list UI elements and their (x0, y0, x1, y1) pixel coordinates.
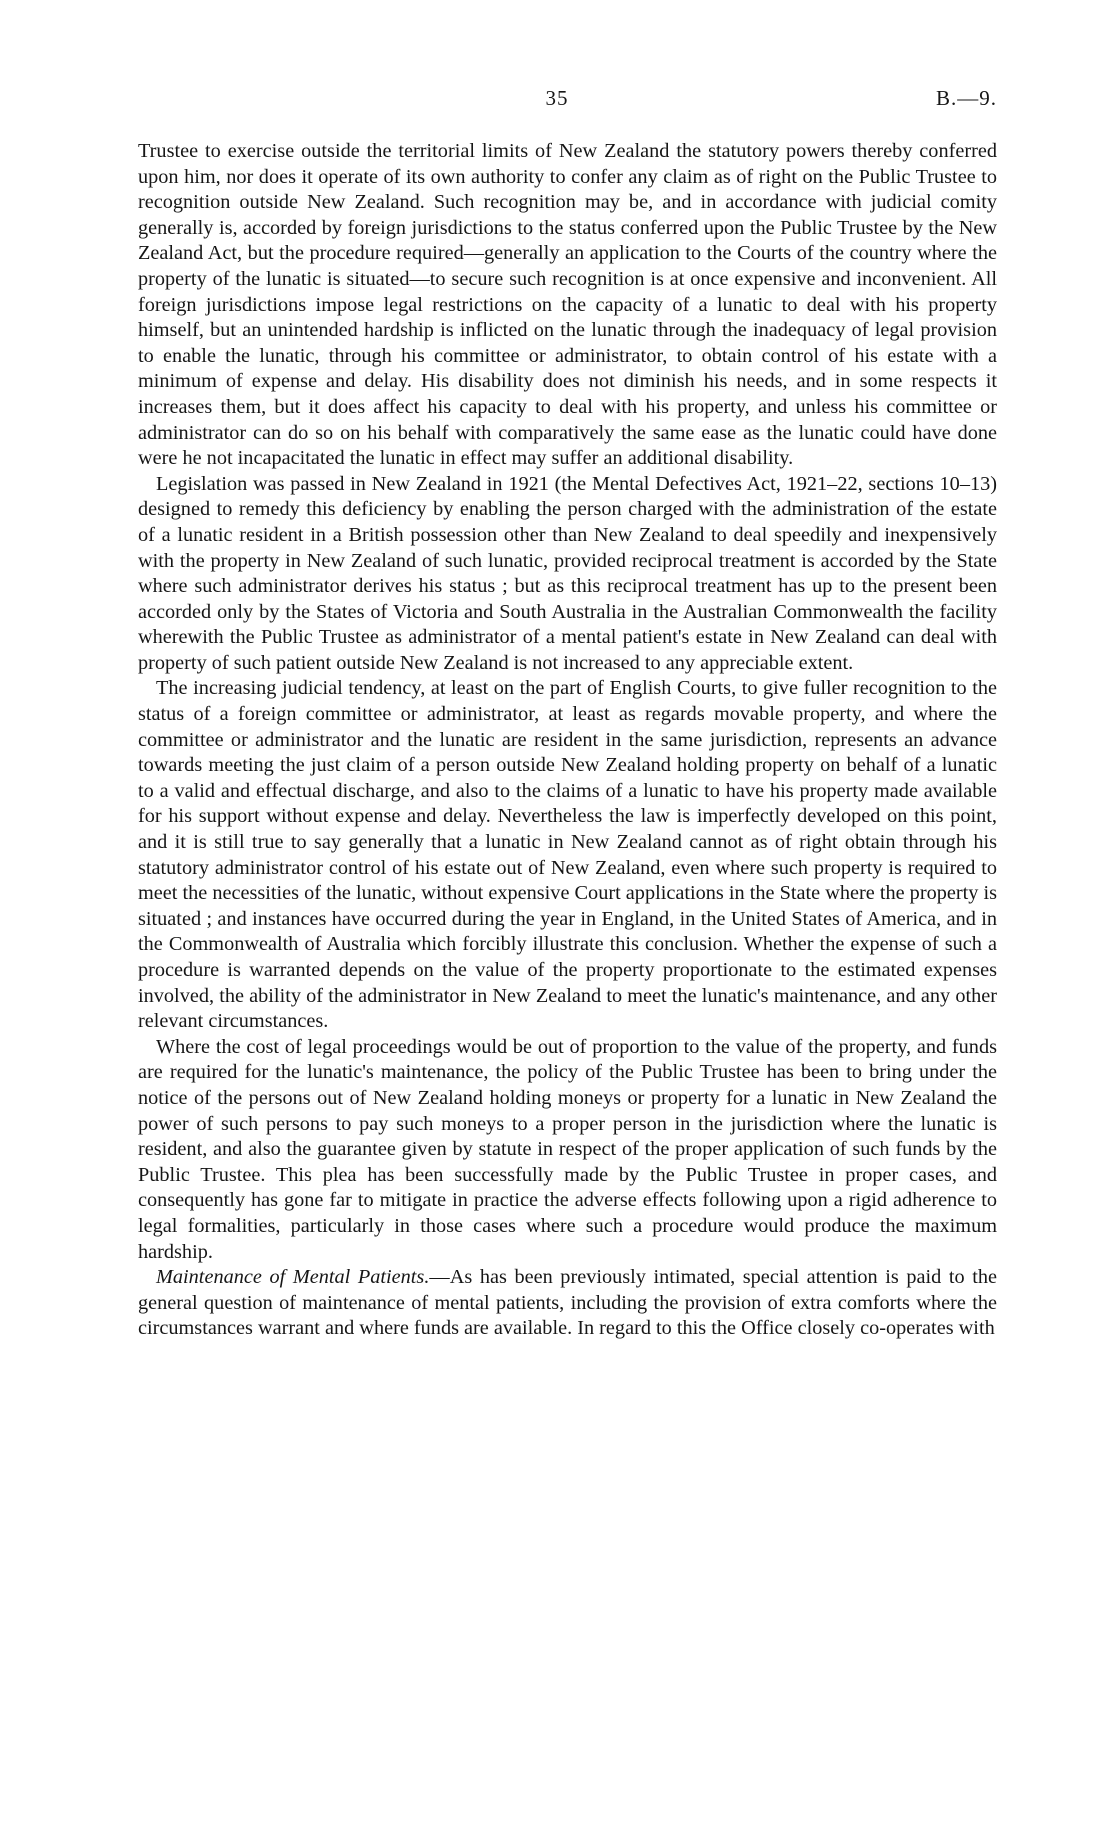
paragraph-maintenance (138, 1265, 997, 1342)
section-heading-maintenance: Maintenance of Mental Patients. (156, 1266, 430, 1289)
paragraph-continuation: Trustee to exercise outside the territorial limits of New Zealand the statutory powers thereby conferred upon him, nor does it operate of its own authority to confer any claim as of right on the Public Trustee to recognition outside New Zealand. Such recognition may be, and in accordance with judicial comity generally is, accorded by foreign jurisdictions to the status conferred upon the Public Trustee by the New Zealand Act, but the procedure required—generally an application to the Courts of the country where the property of the lunatic is situated—to secure such recognition is at once expensive and inconvenient. All foreign jurisdictions impose legal restrictions on the capacity of a lunatic to deal with his property himself, but an unintended hardship is inflicted on the lunatic through the inadequacy of legal provision to enable the lunatic, through his committee or administrator, to obtain control of his estate with a minimum of expense and delay. His disability does not diminish his needs, and in some respects it increases them, but it does affect his capacity to deal with his property, and unless his committee or administrator can do so on his behalf with comparatively the same ease as the lunatic could have done were he not incapacitated the lunatic in effect may suffer an additional disability. (138, 140, 997, 470)
paragraph-judicial-tendency: The increasing judicial tendency, at least on the part of English Courts, to give fuller recognition to the status of a foreign committee or administrator, at least as regards movable property, and where the committee or administrator and the lunatic are resident in the same jurisdiction, represents an advance towards meeting the just claim of a person outside New Zealand holding property on behalf of a lunatic to a valid and effectual discharge, and also to the claims of a lunatic to have his property made available for his support without expense and delay. Nevertheless the law is imperfectly developed on this point, and it is still true to say generally that a lunatic in New Zealand cannot as of right obtain through his statutory administrator control of his estate out of New Zealand, even where such property is required to meet the necessities of the lunatic, without expensive Court applications in the State where the property is situated ; and instances have occurred during the year in England, in the United States of America, and in the Commonwealth of Australia which forcibly illustrate this conclusion. Whether the expense of such a procedure is warranted depends on the value of the property proportionate to the estimated expenses involved, the ability of the administrator in New Zealand to meet the lunatic's maintenance, and any other relevant circumstances. (138, 677, 997, 1033)
paragraph-legislation: Legislation was passed in New Zealand in 1921 (the Mental Defectives Act, 1921–22, sections 10–13) designed to remedy this deficiency by enabling the person charged with the administration of the estate of a lunatic resident in a British possession other than New Zealand to deal speedily and inexpensively with the property in New Zealand of such lunatic, provided reciprocal treatment is accorded by the State where such administrator derives his status ; but as this reciprocal treatment has up to the present been accorded only by the States of Victoria and South Australia in the Australian Commonwealth the facility wherewith the Public Trustee as administrator of a mental patient's estate in New Zealand can deal with property of such patient outside New Zealand is not increased to any appreciable extent. (138, 472, 997, 674)
body-text (138, 139, 997, 1342)
page-header (0, 86, 1114, 116)
document-reference: B.—9. (935, 86, 997, 110)
page-number: 35 (545, 86, 569, 110)
paragraph-cost-of-proceedings: Where the cost of legal proceedings would be out of proportion to the value of the property, and funds are required for the lunatic's maintenance, the policy of the Public Trustee has been to bring under the notice of the persons out of New Zealand holding moneys or property for a lunatic in New Zealand the power of such persons to pay such moneys to a proper person in the jurisdiction where the lunatic is resident, and also the guarantee given by statute in respect of the proper application of such funds by the Public Trustee. This plea has been successfully made by the Public Trustee in proper cases, and consequently has gone far to mitigate in practice the adverse effects following upon a rigid adherence to legal formalities, particularly in those cases where such a procedure would produce the maximum hardship. (138, 1035, 997, 1263)
maintenance-text: —As has been previously intimated, special attention is paid to the general question of maintenance of mental patients, including the provision of extra comforts where the circumstances warrant and where funds are available. In regard to this the Office closely co-operates with (138, 1266, 997, 1340)
